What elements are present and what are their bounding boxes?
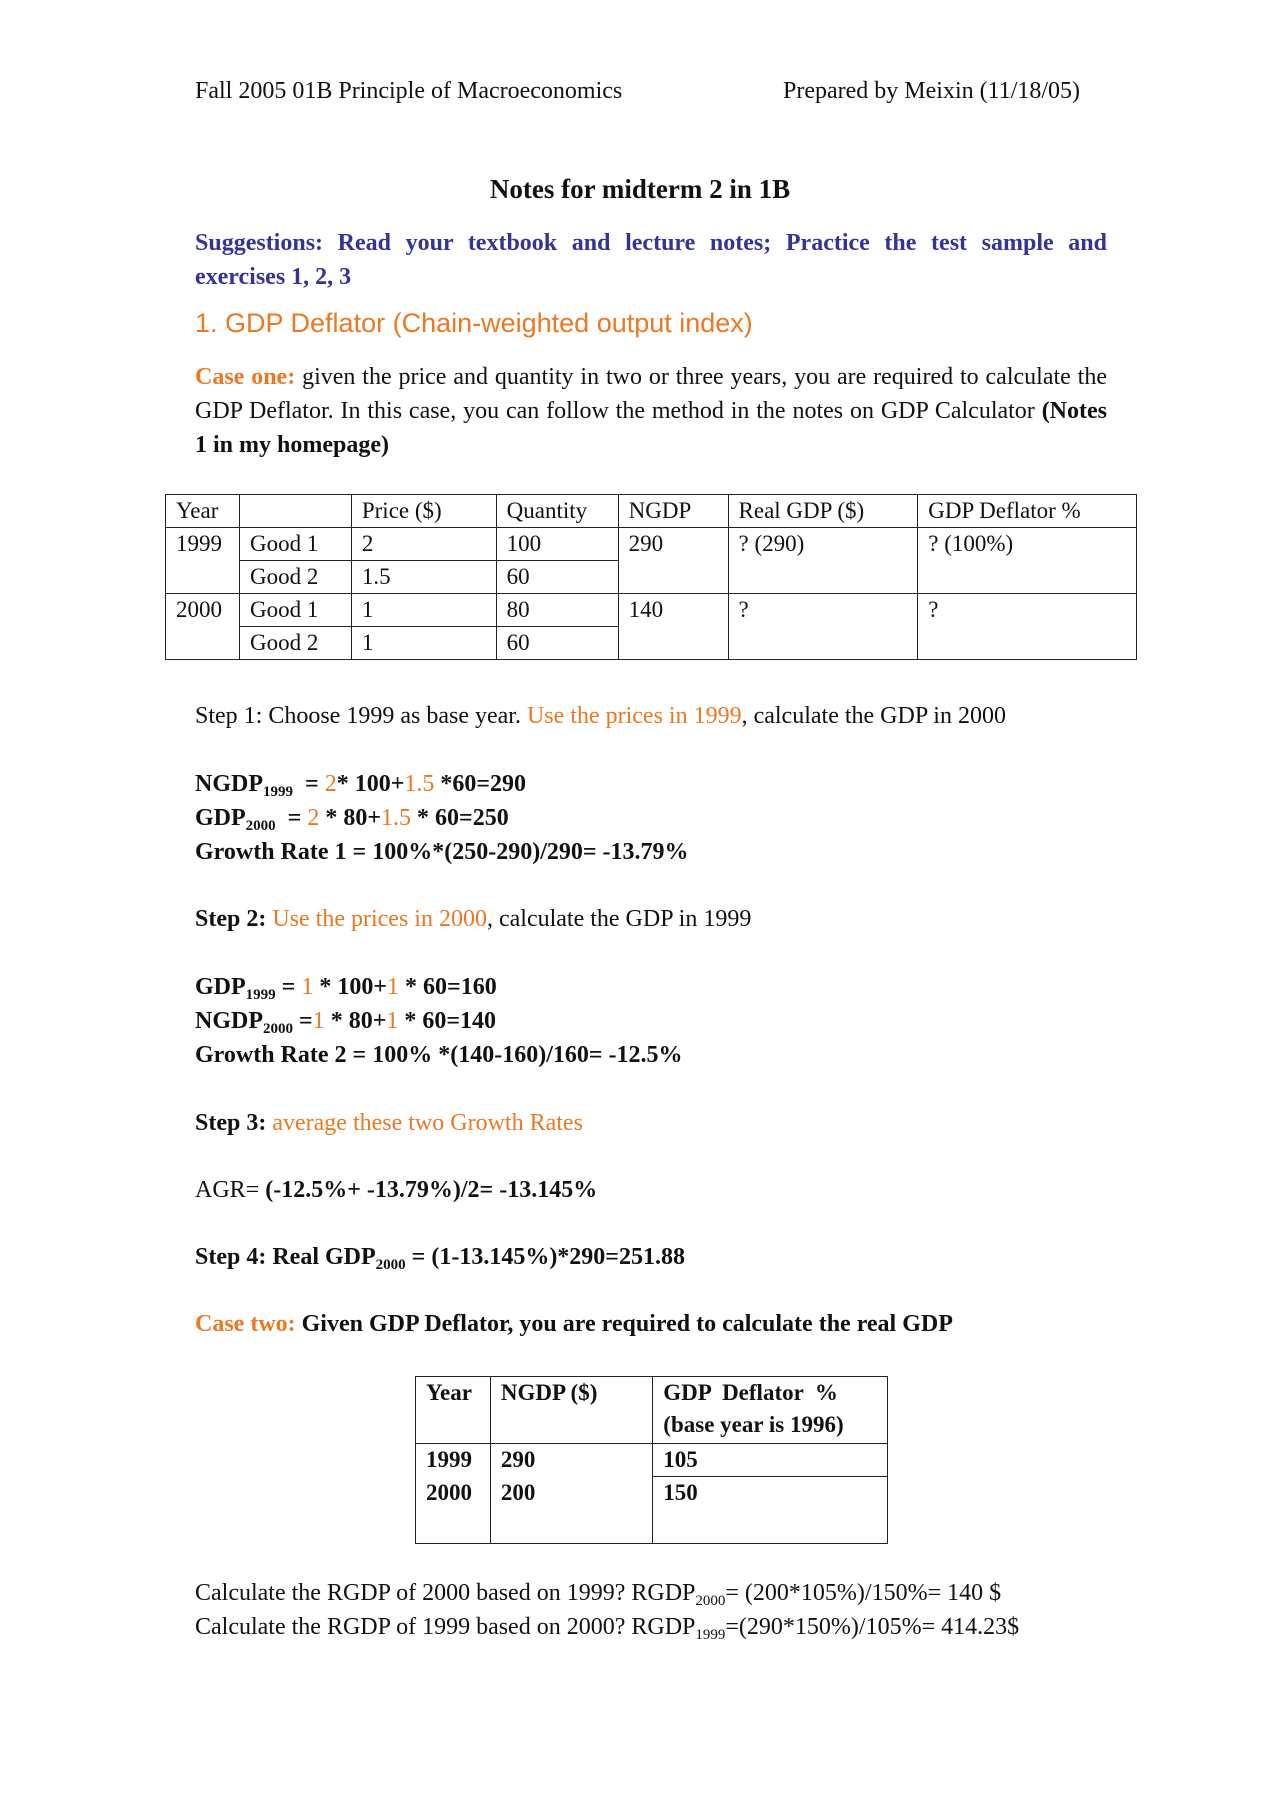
- table-cell-price: 2: [351, 528, 496, 561]
- header-course: Fall 2005 01B Principle of Macroeconomics: [195, 78, 623, 104]
- step4-rest: = (1-13.145%)*290=251.88: [405, 1244, 685, 1270]
- table-cell-year: 2000: [416, 1477, 491, 1544]
- eq-part: * 100+: [336, 771, 405, 797]
- price-quantity-table: [165, 494, 1137, 660]
- eq-price: 2: [307, 805, 320, 831]
- case-two-line: [195, 1311, 953, 1338]
- step4-label: Step 4: Real GDP: [195, 1244, 376, 1270]
- calc-line-1: [195, 1580, 1001, 1607]
- table-cell-price: 1: [351, 594, 496, 627]
- eq-part: * 60=160: [399, 974, 497, 1000]
- step2-equation-gdp: [195, 974, 497, 1001]
- table-header: Price ($): [351, 495, 496, 528]
- case-one-paragraph: [195, 360, 1107, 462]
- step3-highlight: average these two Growth Rates: [266, 1110, 583, 1136]
- table-cell-ngdp: 290: [490, 1444, 652, 1477]
- table-cell-good: Good 1: [239, 594, 351, 627]
- eq-label: GDP: [195, 805, 246, 831]
- case-two-text: Given GDP Deflator, you are required to calculate the real GDP: [295, 1311, 953, 1337]
- calc2-prefix: Calculate the RGDP of 1999 based on 2000? RGDP: [195, 1614, 696, 1640]
- step3-line: [195, 1110, 583, 1137]
- step2-label: Step 2:: [195, 906, 267, 932]
- calc1-prefix: Calculate the RGDP of 2000 based on 1999? RGDP: [195, 1580, 696, 1606]
- page-title: Notes for midterm 2 in 1B: [489, 174, 791, 204]
- deflator-header-line1: GDP Deflator %: [663, 1380, 838, 1405]
- table-row: [166, 594, 1137, 627]
- eq-price: 1.5: [404, 771, 435, 797]
- agr-prefix: AGR=: [195, 1177, 266, 1203]
- eq-price: 1.5: [381, 805, 412, 831]
- table-header: Real GDP ($): [728, 495, 918, 528]
- table-header: Year: [416, 1377, 491, 1444]
- growth-rate-1: Growth Rate 1 = 100%*(250-290)/290= -13.79%: [195, 839, 689, 865]
- eq-part: * 100+: [313, 974, 388, 1000]
- table-cell-year: 1999: [416, 1444, 491, 1477]
- calc2-subscript: 1999: [695, 1627, 726, 1643]
- table-cell-good: Good 1: [239, 528, 351, 561]
- table-cell-deflator: ?: [918, 594, 1137, 660]
- deflator-table: [415, 1376, 888, 1544]
- table-header: [239, 495, 351, 528]
- eq-subscript: 1999: [245, 987, 276, 1003]
- case-one-label: Case one:: [195, 364, 296, 390]
- table-cell-deflator: ? (100%): [918, 528, 1137, 594]
- eq-subscript: 2000: [263, 1021, 293, 1037]
- step1-highlight: Use the prices in 1999: [526, 703, 742, 729]
- table-cell-real-gdp: ? (290): [728, 528, 918, 594]
- table-cell-year: 2000: [166, 594, 240, 660]
- eq-price: 1: [387, 974, 400, 1000]
- step1-suffix: , calculate the GDP in 2000: [741, 703, 1006, 729]
- table-header-row: [416, 1377, 888, 1444]
- step1-prefix: Step 1: Choose 1999 as base year.: [195, 703, 527, 729]
- table-cell-year: 1999: [166, 528, 240, 594]
- table-cell-real-gdp: ?: [728, 594, 918, 660]
- eq-label: NGDP: [195, 771, 263, 797]
- eq-label: GDP: [195, 974, 246, 1000]
- table-cell-quantity: 80: [496, 594, 618, 627]
- table-cell-ngdp: 290: [618, 528, 728, 594]
- eq-part: * 60=140: [398, 1008, 497, 1034]
- table-header-deflator: [653, 1377, 888, 1444]
- step4-subscript: 2000: [375, 1257, 406, 1273]
- eq-subscript: 1999: [263, 784, 293, 800]
- eq-part: * 80+: [319, 805, 382, 831]
- case-one-reference: (Notes 1 in my homepage): [195, 398, 1107, 458]
- deflator-header-line2: (base year is 1996): [663, 1412, 844, 1437]
- eq-part: =: [275, 805, 308, 831]
- table-cell-price: 1: [351, 627, 496, 660]
- eq-part: * 60=250: [411, 805, 509, 831]
- table-cell-deflator: 105: [653, 1444, 888, 1477]
- eq-part: * 80+: [324, 1008, 387, 1034]
- table-cell-ngdp: 200: [490, 1477, 652, 1544]
- step3-label: Step 3:: [195, 1110, 267, 1136]
- table-header: Quantity: [496, 495, 618, 528]
- suggestions: Suggestions: Read your textbook and lecture notes; Practice the test sample and exercises 1, 2, 3: [195, 230, 1107, 290]
- table-header: Year: [166, 495, 240, 528]
- eq-label: NGDP: [195, 1008, 263, 1034]
- eq-price: 1: [312, 1008, 325, 1034]
- table-cell-quantity: 100: [496, 528, 618, 561]
- calc-line-2: [195, 1614, 1019, 1641]
- eq-part: =: [293, 1008, 313, 1034]
- table-cell-price: 1.5: [351, 561, 496, 594]
- eq-price: 1: [301, 974, 314, 1000]
- calc1-rest: = (200*105%)/150%= 140 $: [725, 1580, 1002, 1606]
- table-row: [416, 1444, 888, 1477]
- table-row: [416, 1477, 888, 1544]
- eq-part: =: [275, 974, 302, 1000]
- eq-part: =: [293, 771, 325, 797]
- table-header: NGDP ($): [490, 1377, 652, 1444]
- case-two-label: Case two:: [195, 1311, 296, 1337]
- table-cell-quantity: 60: [496, 627, 618, 660]
- step4-line: [195, 1244, 685, 1271]
- step2-line: [195, 906, 751, 933]
- eq-subscript: 2000: [245, 818, 276, 834]
- eq-price: 1: [386, 1008, 399, 1034]
- agr-formula: (-12.5%+ -13.79%)/2= -13.145%: [265, 1177, 598, 1203]
- eq-part: *60=290: [434, 771, 527, 797]
- table-cell-good: Good 2: [239, 627, 351, 660]
- eq-price: 2: [324, 771, 337, 797]
- case-one-text: given the price and quantity in two or three years, you are required to calculate the GDP Deflator. In this case, you can follow the method in the notes on GDP Calculator: [195, 364, 1107, 424]
- section-heading-gdp-deflator: 1. GDP Deflator (Chain-weighted output index): [195, 308, 753, 338]
- table-header: NGDP: [618, 495, 728, 528]
- header-author: Prepared by Meixin (11/18/05): [783, 78, 1081, 104]
- step2-highlight: Use the prices in 2000: [266, 906, 487, 932]
- table-row: [166, 528, 1137, 561]
- table-cell-quantity: 60: [496, 561, 618, 594]
- step2-equation-ngdp: [195, 1008, 496, 1035]
- step1-equation-ngdp: [195, 771, 526, 798]
- step1-equation-gdp: [195, 805, 509, 832]
- table-header-row: [166, 495, 1137, 528]
- step2-suffix: , calculate the GDP in 1999: [486, 906, 752, 932]
- table-cell-good: Good 2: [239, 561, 351, 594]
- step1-line: [195, 703, 1006, 730]
- growth-rate-2: Growth Rate 2 = 100% *(140-160)/160= -12.5%: [195, 1042, 683, 1068]
- table-cell-ngdp: 140: [618, 594, 728, 660]
- table-cell-deflator: 150: [653, 1477, 888, 1544]
- table-header: GDP Deflator %: [918, 495, 1137, 528]
- calc2-rest: =(290*150%)/105%= 414.23$: [725, 1614, 1020, 1640]
- agr-line: [195, 1177, 597, 1204]
- calc1-subscript: 2000: [695, 1593, 726, 1609]
